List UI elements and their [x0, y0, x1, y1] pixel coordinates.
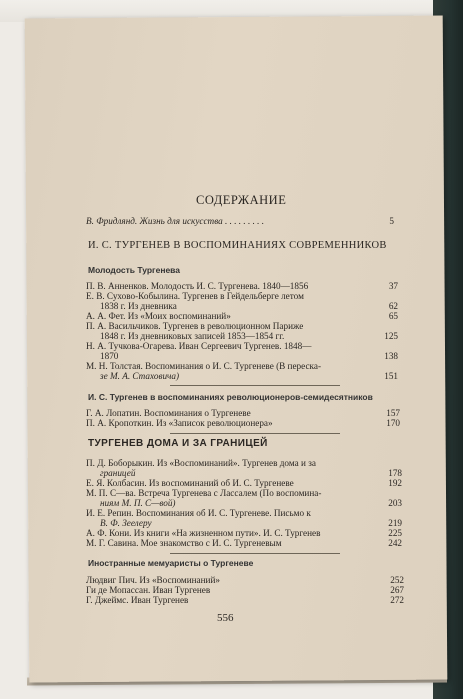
section-title-revolutionaries: И. С. Тургенев в воспоминаниях революционеров-семидесятников: [88, 392, 373, 402]
toc-entry-cont: 1838 г. Из дневника: [100, 301, 177, 311]
toc-entry-page: 242: [388, 538, 402, 548]
page-number: 556: [217, 612, 234, 624]
toc-entry-page: 62: [388, 301, 398, 311]
section-title-home-abroad: ТУРГЕНЕВ ДОМА И ЗА ГРАНИЦЕЙ: [88, 438, 268, 449]
toc-entry-page: 252: [390, 575, 404, 585]
toc-entry-page: 170: [386, 418, 400, 428]
toc-entry-cont: ниям М. П. С—вой): [100, 498, 176, 508]
toc-entry-page: 151: [384, 371, 398, 381]
toc-entry-page: 272: [390, 595, 404, 605]
toc-entry-cont: 1870: [100, 351, 119, 361]
toc-intro-title: В. Фридлянд. Жизнь для искусства: [86, 216, 223, 226]
toc-entry-page: 125: [384, 331, 398, 341]
toc-entry-page: 267: [390, 585, 404, 595]
toc-entry: Е. Я. Колбасин. Из воспоминаний об И. С. Тургеневе: [86, 478, 294, 488]
toc-entry-page: 192: [388, 478, 402, 488]
toc-entry-cont: 1848 г. Из дневниковых записей 1853—1854 гг.: [100, 331, 285, 341]
toc-entry: М. Г. Савина. Мое знакомство с И. С. Тургеневым: [86, 538, 282, 548]
toc-entry-page: 138: [384, 351, 398, 361]
toc-entry: Г. А. Лопатин. Воспоминания о Тургеневе: [86, 408, 251, 418]
toc-entry-page: 203: [388, 498, 402, 508]
section-divider: [170, 433, 340, 434]
toc-entry: А. А. Фет. Из «Моих воспоминаний»: [86, 311, 231, 321]
toc-entry-cont: границей: [100, 468, 136, 478]
toc-entry: И. Е. Репин. Воспоминания об И. С. Тургеневе. Письмо к: [86, 508, 311, 518]
toc-entry: А. Ф. Кони. Из книги «На жизненном пути». И. С. Тургенев: [86, 528, 321, 538]
toc-entry-cont: зе М. А. Стаховича): [100, 371, 180, 381]
toc-entry: П. В. Анненков. Молодость И. С. Тургенева. 1840—1856: [86, 281, 309, 291]
part-title: И. С. ТУРГЕНЕВ В ВОСПОМИНАНИЯХ СОВРЕМЕННИКОВ: [88, 240, 387, 251]
toc-entry-page: 157: [386, 408, 400, 418]
toc-entry: Е. В. Сухово-Кобылина. Тургенев в Гейдельберге летом: [86, 291, 304, 301]
section-title-youth: Молодость Тургенева: [88, 265, 181, 275]
toc-entry-cont: В. Ф. Зеелеру: [100, 518, 152, 528]
toc-entry: П. А. Кропоткин. Из «Записок революционера»: [86, 418, 273, 428]
toc-entry: П. А. Васильчиков. Тургенев в революционном Париже: [86, 321, 304, 331]
section-divider: [170, 553, 340, 554]
section-divider: [170, 385, 340, 386]
toc-entry: М. Н. Толстая. Воспоминания о И. С. Тургеневе (В переска-: [86, 361, 321, 371]
toc-entry: П. Д. Боборыкин. Из «Воспоминаний». Тургенев дома и за: [86, 458, 316, 468]
toc-intro-entry: В. Фридлянд. Жизнь для искусства . . . . . . . . .: [86, 216, 265, 226]
toc-entry: Н. А. Тучкова-Огарева. Иван Сергеевич Тургенев. 1848—: [86, 341, 312, 351]
toc-entry: М. П. С—ва. Встреча Тургенева с Лассалем (По воспомина-: [86, 488, 322, 498]
toc-intro-page: 5: [389, 216, 394, 226]
toc-entry: Г. Джеймс. Иван Тургенев: [86, 595, 189, 605]
toc-entry-page: 225: [388, 528, 402, 538]
toc-heading: СОДЕРЖАНИЕ: [196, 193, 287, 207]
toc-entry-page: 37: [388, 281, 398, 291]
toc-entry-page: 178: [388, 468, 402, 478]
toc-entry: Ги де Мопассан. Иван Тургенев: [86, 585, 211, 595]
toc-entry-page: 65: [388, 311, 398, 321]
toc-entry-page: 219: [388, 518, 402, 528]
toc-entry: Людвиг Пич. Из «Воспоминаний»: [86, 575, 220, 585]
section-title-foreign: Иностранные мемуаристы о Тургеневе: [88, 558, 254, 568]
